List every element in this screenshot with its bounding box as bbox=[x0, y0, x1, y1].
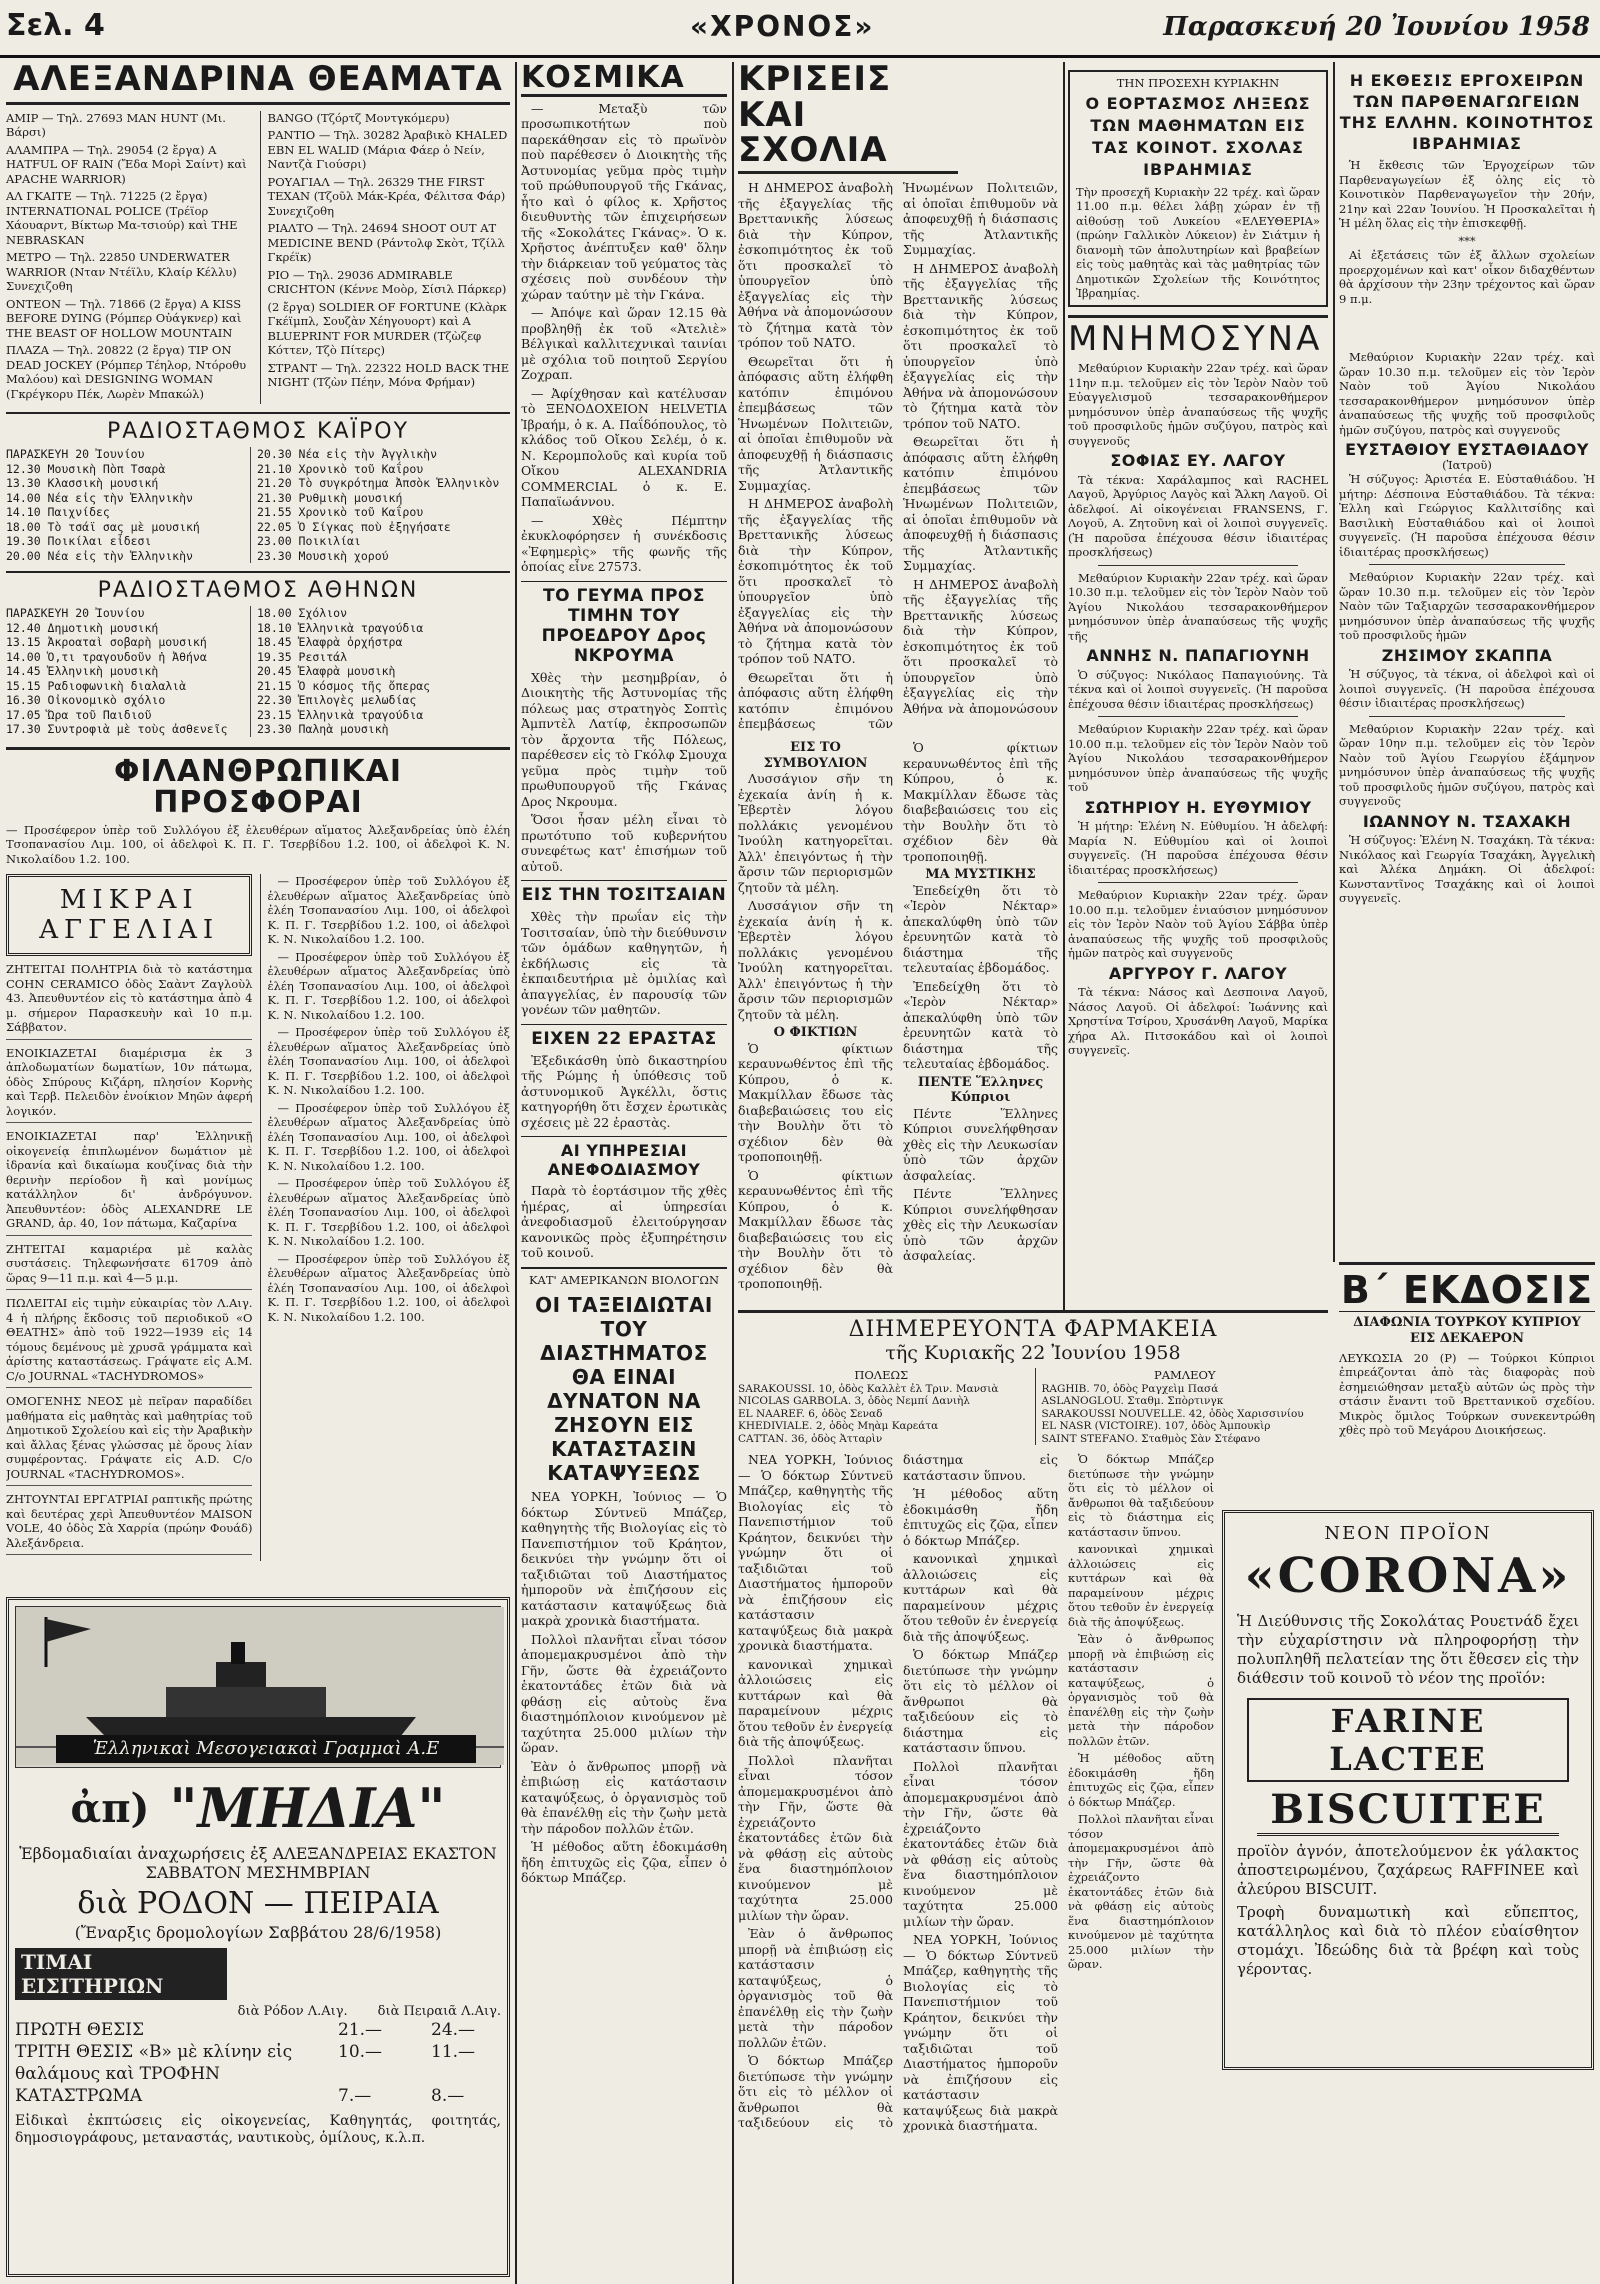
kyriaki-title: Ο ΕΟΡΤΑΣΜΟΣ ΛΗΞΕΩΣ ΤΩΝ ΜΑΘΗΜΑΤΩΝ ΕΙΣ ΤΑΣ ΚΟΙΝΟΤ. ΣΧΟΛΑΣ ΙΒΡΑΗΜΙΑΣ bbox=[1085, 93, 1311, 179]
radio-kairo bbox=[6, 412, 510, 563]
radio-program-item: 18.00 Σχόλιον bbox=[257, 606, 348, 621]
memorial-relatives: Ἡ μήτηρ: Ἐλένη Ν. Εὐθυμίου. Ἡ ἀδελφή: Μαρία Ν. Εὐθυμίου καὶ οἱ λοιποὶ συγγενεῖς. (Ἡ παροῦσα ἐπέχουσα θέσιν ἰδιαιτέρας προσκλήσεως) bbox=[1068, 819, 1328, 877]
radio-kairo-date: ΠΑΡΑΣΚΕΥΗ 20 Ἰουνίου bbox=[6, 447, 145, 462]
radio-program-item: 17.05 Ὥρα τοῦ Παιδιοῦ bbox=[6, 707, 152, 722]
article-para: Ἐὰν ὁ ἄνθρωπος μπορῇ νὰ ἐπιβιώσῃ εἰς κατάστασιν καταψύξεως, ὁ ὀργανισμὸς τοῦ θὰ ἐπανέλθῃ εἰς τὴν ζωὴν μετὰ τὴν πάροδον πολλῶν ἐτῶν. bbox=[521, 1758, 727, 1836]
radio-kairo-left bbox=[6, 447, 251, 563]
classified-title-1: ΜΙΚΡΑΙ bbox=[59, 885, 199, 916]
radio-program-item: 21.15 Ὁ κόσμος τῆς ὄπερας bbox=[257, 678, 431, 693]
classified-ad: ΠΩΛΕΙΤΑΙ εἰς τιμὴν εὐκαιρίας τὸν Λ.Αιγ. 4 ἡ πλήρης ἔκδοσις τοῦ περιοδικοῦ «Ο ΘΕΑΤΗΣ» ἀπὸ τοῦ 1922—1939 εἰς 14 τόμους δεμένους μὲ χρυσᾶ γράμματα καὶ ἀρίστης καταστάσεως. Γράψατε εἰς Α.Μ. C/ο JΟURΝΑL «ΤΑCΗΥDRΟΜΟS» bbox=[6, 1296, 252, 1388]
classified-ad: ΖΗΤΟΥΝΤΑΙ ΕΡΓΑΤΡΙΑΙ ραπτικῆς πρώτης καὶ δευτέρας χερὶ Ἀπευθυντέον ΜΑΙSΟΝ VΟLΕ, 40 ὁδὸς Σὰ Χαρρία (πρώην Φουάδ) Ἀλεξάνδρεια. bbox=[6, 1492, 252, 1555]
corona-text-2: προϊὸν ἁγνόν, ἀποτελούμενον ἐκ γάλακτος ἀποστειρωμένου, ζαχάρεως RΑFFΙΝΕΕ καὶ ἀλεύρου ΒΙSCUΙΤ. bbox=[1237, 1842, 1579, 1898]
corona-name: «CΟRΟΝΑ» bbox=[1244, 1548, 1572, 1604]
second-edition-box bbox=[1339, 1262, 1595, 1502]
philanthropic-continued bbox=[260, 874, 510, 1561]
pharmacy-entry: CΑΤΤΑΝ. 36, ὁδὸς Ἀτταρὶν bbox=[738, 1432, 883, 1445]
ship-route: διὰ ΡΟΔΟΝ — ΠΕΙΡΑΙΑ bbox=[77, 1886, 439, 1921]
radio-kairo-left-list bbox=[6, 462, 246, 564]
kyriaki-text: Τὴν προσεχῆ Κυριακὴν 22 τρέχ. καὶ ὥραν 11.00 π.μ. θέλει λάβῃ χώραν ἐν τῇ αἰθούσῃ τοῦ Λυκείου «ΕΛΕΥΘΕΡΙΑ» (πρώην Γαλλικὸν Λύκειον) ἐν Σιάτμιν ἡ διανομὴ τῶν ἀπολυτηρίων καὶ βραβείων εἰς τοὺς μαθητὰς καὶ τὰς μαθητρίας τῶν Δημοτικῶν Σχολείων τῆς Κοινότητος Ἰβραημίας. bbox=[1076, 184, 1320, 300]
headline-symvoulio: ΕΙΣ ΤΟ ΣΥΜΒΟΥΛΙΟΝ bbox=[763, 740, 868, 771]
radio-program-item: 14.45 Ἑλληνικὴ μουσικὴ bbox=[6, 664, 159, 679]
memorial-name: ΕΥΣΤΑΘΙΟΥ ΕΥΣΤΑΘΙΑΔΟΥ bbox=[1345, 440, 1589, 459]
column-divider bbox=[515, 62, 517, 2284]
headline-pente: ΠΕΝΤΕ Ἕλληνες Κύπριοι bbox=[917, 1074, 1044, 1106]
cinema-entry: (2 ἔργα) SΟLDΙΕR ΟF FΟRΤUΝΕ (Κλὰρκ Γκέϊμπλ, Σουζὰν Χέηγουορτ) καὶ Α ΒLUΕΡRΙΝΤ FΟR ΜURDΕR (Τζὼζεφ Κόττεν, Τζὸ Πίτερς) bbox=[267, 299, 507, 358]
classified-header bbox=[6, 874, 252, 956]
cinema-entry: ΡΙΟ — Τηλ. 29036 ΑDΜΙRΑΒLΕ CRΙCΗΤΟΝ (Κέννε Μοὸρ, Σίσιλ Πάρκερ) bbox=[267, 267, 507, 297]
ship-schedule: Ἑβδομαδιαίαι ἀναχωρήσεις ἐξ ΑΛΕΞΑΝΔΡΕΙΑΣ ΕΚΑΣΤΟΝ ΣΑΒΒΑΤΟΝ ΜΕΣΗΜΒΡΙΑΝ bbox=[19, 1844, 497, 1882]
memorial-text: Μεθαύριον Κυριακὴν 22αν τρέχ. καὶ ὥραν 10.30 π.μ. τελοῦμεν εἰς τὸν Ἱερὸν Ναὸν τῶν Ταξιαρχῶν τεσσαρακονθήμερον μνημόσυνον ὑπὲρ ἀναπαύσεως τῆς ψυχῆς τοῦ προσφιλοῦς ἡμῶν bbox=[1339, 570, 1595, 642]
ship-start-date: (Ἔναρξις δρομολογίων Σαββάτου 28/6/1958) bbox=[74, 1923, 442, 1942]
pharmacies-title: ΔΙΗΜΕΡΕΥΟΝΤΑ ΦΑΡΜΑΚΕΙΑ bbox=[848, 1317, 1218, 1342]
headline-tositsia: ΕΙΣ ΤΗΝ ΤΟΣΙΤΣΑΙΑΝ bbox=[521, 880, 727, 905]
corona-advertisement bbox=[1222, 1510, 1594, 2070]
cinema-entry: ΑΛ ΓΚΑΙΤΕ — Τηλ. 71225 (2 ἔργα) ΙΝΤΕRΝΑΤΙΟΝΑL ΡΟLΙCΕ (Τρέϊορ Χάουαρντ, Βίκτωρ Μα-τσιούρ) καὶ ΤΗΕ ΝΕΒRΑSΚΑΝ bbox=[6, 189, 238, 247]
second-edition-subtitle: ΔΙΑΦΩΝΙΑ ΤΟΥΡΚΟΥ ΚΥΠΡΙΟΥ ΕΙΣ ΔΕΚΑΕΡΟΝ bbox=[1339, 1311, 1595, 1347]
kosmika-para: — Μεταξὺ τῶν προσωπικοτήτων ποὺ παρεκάθησαν εἰς τὸ πρωϊνὸν ποὺ παρέθεσεν ὁ Διοικητὴς τῆς Ἀστυνομίας γεῦμα πρὸς τιμὴν τοῦ πρώθυπουργοῦ τῆς Γκάνας, ἦτο καὶ ὁ φίλος κ. Χρῆστος διευθυντὴς τῶν ἐπιχειρήσεων τῆς «Σοκολάτες Γκάνας». Ὁ κ. Χρῆστος ἀνέπτυξεν καθ' ὅλην τὴν διάρκειαν τοῦ γεύματος τὰς σχέσεις ποὺ συνδέουν τὴν χώραν ταύτην μὲ τὴν Γκάνα. bbox=[521, 100, 727, 302]
radio-program-item: 19.35 Ρεσιτάλ bbox=[257, 649, 348, 664]
column-4 bbox=[1068, 62, 1328, 1310]
fare-piraeus: 8.— bbox=[431, 2086, 465, 2106]
article-para: Ἐὰν ὁ ἄνθρωπος μπορῇ νὰ ἐπιβιώσῃ εἰς κατάστασιν καταψύξεως, ὁ ὀργανισμὸς τοῦ θὰ ἐπανέλθῃ εἰς τὴν ζωὴν μετὰ τὴν πάροδον πολλῶν ἐτῶν. bbox=[738, 1926, 893, 2050]
article-para: Πολλοὶ πλανῆται εἶναι τόσον ἀπομεμακρυσμένοι ἀπὸ τὴν Γῆν, ὥστε θὰ ἐχρειάζοντο ἑκατοντάδες ἐτῶν διὰ νὰ φθάσῃ εἰς αὐτοὺς ἕνα διαστημόπλοιον κινούμενον μὲ ταχύτητα 25.000 μιλίων τὴν ὥραν. bbox=[738, 1752, 893, 1923]
article-para: Πέντε Ἕλληνες Κύπριοι συνελήφθησαν χθὲς εἰς τὴν Λευκωσίαν ὑπὸ τῶν ἀρχῶν ἀσφαλείας. bbox=[903, 1186, 1058, 1264]
pharmacies-poleos-label: ΠΟΛΕΩΣ bbox=[854, 1368, 909, 1382]
kriseis-para: Η ΔΗΜΕΡΟΣ ἀναβολὴ τῆς ἐξαγγελίας τῆς Βρεττανικῆς λύσεως διὰ τὴν Κύπρον, ἐσκοπιμότητος ἐκ τοῦ ὅτι προσκαλεῖ τὸ ὑπουργεῖον ὑπὸ ἐξαγγελίας εἰς τὴν Ἀθήνα νὰ ἀπομονώσουν τὸ ζήτημα κατὰ τὸν τρόπον τοῦ ΝΑΤΟ. bbox=[903, 260, 1058, 431]
article-para: Ὅσοι ἦσαν μέλη εἶναι τὸ πρωτότυπο τοῦ κυβερνήτου συνεφέτως κατ' ἐπισήμων τοῦ αὐτοῦ. bbox=[521, 812, 727, 874]
fares-note: Εἰδικαὶ ἐκπτώσεις εἰς οἰκογενείας, Καθηγητάς, φοιτητάς, δημοσιογράφους, μεταναστάς, ναυτικοὺς, ὁμίλους, κ.λ.π. bbox=[15, 2113, 501, 2146]
column-divider bbox=[1063, 62, 1065, 1312]
ship-name-row bbox=[15, 1776, 501, 1840]
fare-piraeus: 24.— bbox=[431, 2020, 476, 2040]
article-para: ΝΕΑ ΥΟΡΚΗ, Ἰούνιος — Ὁ δόκτωρ Σύντνεϋ Μπάζερ, καθηγητὴς τῆς Βιολογίας εἰς τὸ Πανεπιστήμιον τοῦ Κράητον, δεικνύει τὴν γνώμην ὅτι οἱ ταξιδιῶται τοῦ Διαστήματος ἡμποροῦν νὰ ἐπιζήσουν εἰς κατάστασιν καταψύξεως διὰ μακρὰ χρονικὰ διαστήματα. bbox=[521, 1489, 727, 1628]
memorial-name: ΑΡΓΥΡΟΥ Γ. ΛΑΓΟΥ bbox=[1108, 963, 1288, 983]
headline-mystikis: ΜΑ ΜΥΣΤΙΚΗΣ bbox=[925, 867, 1036, 883]
radio-program-item: 22.30 Ἐπιλογὲς μελωδίας bbox=[257, 693, 417, 708]
exhibit-title: Η ΕΚΘΕΣΙΣ ΕΡΓΟΧΕΙΡΩΝ ΤΩΝ ΠΑΡΘΕΝΑΓΩΓΕΙΩΝ ΤΗΣ ΕΛΛΗΝ. ΚΟΙΝΟΤΗΤΟΣ ΙΒΡΑΗΜΙΑΣ bbox=[1339, 71, 1595, 153]
article-para: Ἡ μέθοδος αὕτη ἐδοκιμάσθη ἤδη ἐπιτυχῶς εἰς ζῷα, εἶπεν ὁ δόκτωρ Μπάζερ. bbox=[903, 1486, 1058, 1548]
memorial-relatives: Τὰ τέκνα: Χαράλαμπος καὶ RΑCΗΕL Λαγοῦ, Ἀργύριος Λαγὸς καὶ Ἄλκη Λαγοῦ. Οἱ ἀδελφοί. Αἱ οἰκογένειαι FRΑΝSΕΝS, Γ. Λογοῦ, Α. Ζητοῦνη καὶ οἱ λοιποὶ συγγενεῖς. (Ἡ παροῦσα ἐπέχουσα θέσιν ἰδιαιτέρας προσκλήσεως) bbox=[1068, 472, 1328, 560]
article-para: Ὁ δόκτωρ Μπάζερ διετύπωσε τὴν γνώμην ὅτι εἰς τὸ μέλλον οἱ ἄνθρωποι θὰ ταξιδεύουν εἰς τὸ διάστημα εἰς κατάστασιν ὕπνου. bbox=[738, 1452, 1058, 2130]
pharmacy-entry: SΑΙΝΤ SΤΕFΑΝΟ. Σταθμὸς Σὰν Στέφανο bbox=[1041, 1432, 1261, 1445]
article-para: ΝΕΑ ΥΟΡΚΗ, Ἰούνιος — Ὁ δόκτωρ Σύντνεϋ Μπάζερ, καθηγητὴς τῆς Βιολογίας εἰς τὸ Πανεπιστήμιον τοῦ Κράητον, δεικνύει τὴν γνώμην ὅτι οἱ ταξιδιῶται τοῦ Διαστήματος ἡμποροῦν νὰ ἐπιζήσουν εἰς κατάστασιν καταψύξεως διὰ μακρὰ χρονικὰ διαστήματα. bbox=[903, 1932, 1058, 2133]
radio-program-item: 23.15 Ἑλληνικὰ τραγούδια bbox=[257, 707, 424, 722]
radio-kairo-right-list bbox=[257, 447, 507, 563]
philanthropic-para: — Προσέφερον ὑπὲρ τοῦ Συλλόγου ἐξ ἐλευθέρων αἵματος Ἀλεξανδρείας ὑπὸ ἐλέη Τσοπανασίου Λιμ. 100, οἱ ἀδελφοὶ Κ. Π. Γ. Τσερβίδου 1.2. 100, οἱ ἀδελφοὶ Κ. Ν. Νικολαίδου 1.2. 100. bbox=[267, 949, 510, 1022]
kriseis-para: Θεωρεῖται ὅτι ἡ ἀπόφασις αὕτη ἐλήφθη κατόπιν ἐπιμόνου ἐπεμβάσεως τῶν Ἡνωμένων Πολιτειῶν, αἱ ὁποῖαι ἐπιθυμοῦν νὰ ἀποφευχθῇ ἡ διάσπασις τῆς Ἀτλαντικῆς Συμμαχίας. bbox=[738, 180, 1058, 732]
ship-from-label: ἀπ) bbox=[70, 1784, 150, 1832]
radio-program-item: 12.40 Δημοτικὴ μουσική bbox=[6, 620, 159, 635]
memorial-text: Μεθαύριον Κυριακὴν 22αν τρέχ. καὶ ὥραν 10.30 π.μ. τελοῦμεν εἰς τὸν Ἱερὸν Ναὸν τοῦ Ἁγίου Νικολάου τεσσαρακονθήμερον μνημόσυνον ὑπὲρ ἀναπαύσεως τῆς ψυχῆς τοῦ προσφιλοῦς ἡμῶν συζύγου, πατρὸς καὶ συγγενοῦς bbox=[1339, 350, 1595, 437]
fare-label: ΚΑΤΑΣΤΡΩΜΑ bbox=[15, 2086, 143, 2106]
radio-program-item: 20.45 Ἐλαφρὰ μουσικὴ bbox=[257, 664, 396, 679]
fares-table bbox=[15, 2019, 501, 2107]
column-3-lower bbox=[738, 1452, 1058, 2278]
exhibit-text: Αἱ ἐξετάσεις τῶν ἐξ ἄλλων σχολείων προερχομένων καὶ κατ' οἶκον διδαχθέντων θὰ ἀρχίσουν τὴν 23ην τρέχοντος καὶ ὥραν 9 π.μ. bbox=[1339, 248, 1595, 306]
section-title-kosmika: ΚΟΣΜΙΚΑ bbox=[521, 62, 727, 97]
newspaper-name: «ΧΡΟΝΟΣ» bbox=[690, 10, 875, 43]
fare-piraeus: 11.— bbox=[431, 2042, 476, 2062]
kriseis-para: Η ΔΗΜΕΡΟΣ ἀναβολὴ τῆς ἐξαγγελίας τῆς Βρεττανικῆς λύσεως διὰ τὴν Κύπρον, ἐσκοπιμότητος ἐκ τοῦ ὅτι προσκαλεῖ τὸ ὑπουργεῖον ὑπὸ ἐξαγγελίας εἰς τὴν Ἀθήνα νὰ ἀπομονώσουν bbox=[903, 576, 1058, 716]
radio-program-item: 17.30 Συντροφιὰ μὲ τοὺς ἀσθενεῖς bbox=[6, 722, 228, 737]
corona-header: ΝΕΟΝ ΠΡΟΪΟΝ bbox=[1324, 1523, 1492, 1544]
fare-row bbox=[15, 2041, 501, 2085]
memorial-text: Μεθαύριον Κυριακὴν 22αν τρέχ. καὶ ὥραν 10.00 π.μ. τελοῦμεν εἰς τὸν Ἱερὸν Ναὸν τοῦ Ἁγίου Νικολάου τεσσαρακονθήμερον μνημόσυνον ὑπὲρ ἀναπαύσεως τῆς ψυχῆς τοῦ bbox=[1068, 722, 1328, 795]
philanthropic-para: — Προσέφερον ὑπὲρ τοῦ Συλλόγου ἐξ ἐλευθέρων αἵματος Ἀλεξανδρείας ὑπὸ ἐλέη Τσοπανασίου Λιμ. 100, οἱ ἀδελφοὶ Κ. Π. Γ. Τσερβίδου 1.2. 100, οἱ ἀδελφοὶ Κ. Ν. Νικολαίδου 1.2. 100. bbox=[267, 1100, 510, 1173]
radio-program-item: 20.30 Νέα εἰς τὴν Ἀγγλικὴν bbox=[257, 447, 438, 462]
memorial-relatives: Ἡ σύζυγος: Ἐλένη Ν. Τσαχάκη. Τὰ τέκνα: Νικόλαος καὶ Γεωργία Τσαχάκη, Ἀγγελικὴ καὶ Ἀλέκα Δημάκη. Οἱ ἀδελφοί: Κωνσταντῖνος Τσαχάκης καὶ οἱ λοιποὶ συγγενεῖς. bbox=[1339, 833, 1595, 905]
radio-program-item: 21.55 Χρονικὸ τοῦ Καΐρου bbox=[257, 505, 424, 520]
ship-advertisement bbox=[6, 1597, 510, 2277]
radio-athens-title: ΡΑΔΙΟΣΤΑΘΜΟΣ ΑΘΗΝΩΝ bbox=[97, 578, 419, 604]
radio-program-item: 23.30 Μουσικὴ χορού bbox=[257, 548, 389, 563]
pharmacy-entry: RΑGΗΙΒ. 70, ὁδὸς Ραγχεὶμ Πασά bbox=[1041, 1382, 1219, 1395]
article-para: Ἐπεδείχθη ὅτι τὸ «Ἱερὸν Νέκταρ» ἀπεκαλύφθη ὑπὸ τῶν ἐρευνητῶν κατὰ τὸ διάστημα τῆς τελευταίας ἑβδομάδος. bbox=[903, 978, 1058, 1072]
column-5: Η ΕΚΘΕΣΙΣ ΕΡΓΟΧΕΙΡΩΝ ΤΩΝ ΠΑΡΘΕΝΑΓΩΓΕΙΩΝ ΤΗΣ ΕΛΛΗΝ. ΚΟΙΝΟΤΗΤΟΣ ΙΒΡΑΗΜΙΑΣ Ἡ ἔκθεσις τῶν Ἐργοχείρων τῶν Παρθεναγωγείων ἐξ ὁλης εἰς τὸ Κοινοτικὸν Παρθεναγωγεῖον τὴν 20ήν, 21ην καὶ 22αν Ἰουνίου. Ἡ Προσκαλεῖται ἡ Ἡ μέλη ὅλας εἰς τὴν ἐπισκεφθῇ. *** Αἱ ἐξετάσεις τῶν ἐξ ἄλλων σχολείων προερχομένων καὶ κατ' οἶκον διδαχθέντων θὰ ἀρχίσουν τὴν 23ην τρέχοντος καὶ ὥραν 9 π.μ. Μεθαύριον Κυριακὴν 22αν τρέχ. καὶ ὥραν 10.30 π.μ. τελοῦμεν εἰς τὸν Ἱερὸν Ναὸν τοῦ Ἁγίου Νικολάου τεσσαρακονθήμερον μνημόσυνον ὑπὲρ ἀναπαύσεως τῆς ψυχῆς τοῦ προσφιλοῦς ἡμῶν συζύγου, πατρὸς καὶ συγγενοῦς ΕΥΣΤΑΘΙΟΥ ΕΥΣΤΑΘΙΑΔΟΥ (Ἰατροῦ) Ἡ σύζυγος: Ἀριστέα Ε. Εὐσταθιάδου. Ἡ μήτηρ: Δέσποινα Εὐσταθιάδου. Τὰ τέκνα: Ἐλλη καὶ Γεώργιος Καλλιτσίδης καὶ Βασιλικὴ Εὐσταθιάδου καὶ οἱ λοιποὶ συγγενεῖς. (Ἡ παροῦσα ἐπέχουσα θέσιν ἰδιαιτέρας προσκλήσεως) Μεθαύριον Κυριακὴν 22αν τρέχ. καὶ ὥραν 10.30 π.μ. τελοῦμεν εἰς τὸν Ἱερὸν Ναὸν τῶν Ταξιαρχῶν τεσσαρακονθήμερον μνημόσυνον ὑπὲρ ἀναπαύσεως τῆς ψυχῆς τοῦ προσφιλοῦς ἡμῶν ΖΗΣΙΜΟΥ ΣΚΑΠΠΑ Ἡ σύζυγος, τὰ τέκνα, οἱ ἀδελφοὶ καὶ οἱ λοιποὶ συγγενεῖς. (Ἡ παροῦσα ἐπέχουσα θέσιν ἰδιαιτέρας προσκλήσεως) Μεθαύριον Κυριακὴν 22αν τρέχ. καὶ ὥραν 10ην π.μ. τελοῦμεν εἰς τὸν Ἱερὸν Ναὸν τοῦ Ἁγίου Γεωργίου ἑξάμηνον μνημόσυνον ὑπὲρ ἀναπαύσεως τῆς ψυχῆς τοῦ προσφιλοῦς ἡμῶν συζύγου, πατρὸς καὶ συγγενοῦς ΙΩΑΝΝΟΥ Ν. ΤΣΑΧΑΚΗ Ἡ σύζυγος: Ἐλένη Ν. Τσαχάκη. Τὰ τέκνα: Νικόλαος καὶ Γεωργία Τσαχάκη, Ἀγγελικὴ καὶ Ἀλέκα Δημάκη. Οἱ ἀδελφοί: Κωνσταντῖνος Τσαχάκης καὶ οἱ λοιποὶ συγγενεῖς. bbox=[1339, 71, 1595, 905]
headline-amer: ΚΑΤ' ΑΜΕΡΙΚΑΝΩΝ ΒΙΟΛΟΓΩΝ bbox=[521, 1267, 727, 1288]
philanthropic-title: ΦΙΛΑΝΘΡΩΠΙΚΑΙ ΠΡΟΣΦΟΡΑΙ bbox=[113, 753, 403, 821]
memorial-name: ΣΩΤΗΡΙΟΥ Η. ΕΥΘΥΜΙΟΥ bbox=[1084, 797, 1312, 817]
article-para: Ἡ μέθοδος αὕτη ἐδοκιμάσθη ἤδη ἐπιτυχῶς εἰς ζῷα, εἶπεν ὁ δόκτωρ Μπάζερ. bbox=[1068, 1751, 1214, 1809]
philanthropic-para: — Προσέφερον ὑπὲρ τοῦ Συλλόγου ἐξ ἐλευθέρων αἵματος Ἀλεξανδρείας ὑπὸ ἐλέη Τσοπανασίου Λιμ. 100, οἱ ἀδελφοὶ Κ. Π. Γ. Τσερβίδου 1.2. 100, οἱ ἀδελφοὶ Κ. Ν. Νικολαίδου 1.2. 100. bbox=[267, 1025, 510, 1098]
kriseis-para: Θεωρεῖται ὅτι ἡ ἀπόφασις αὕτη ἐλήφθη κατόπιν ἐπιμόνου ἐπεμβάσεως τῶν Ἡνωμένων Πολιτειῶν, αἱ ὁποῖαι ἐπιθυμοῦν νὰ ἀποφευχθῇ ἡ διάσπασις τῆς Ἀτλαντικῆς Συμμαχίας. bbox=[903, 434, 1058, 574]
article-para: Ὁ φίκτιων κεραυνωθέντος ἐπὶ τῆς Κύπρου, ὁ κ. Μακμίλλαν ἔδωσε τὰς διαβεβαιώσεις του εἰς τὴν Βουλὴν ὅτι τὸ σχέδιον δὲν θὰ τροποποιηθῇ. bbox=[738, 1167, 893, 1292]
classified-ad: ΕΝΟΙΚΙΑΖΕΤΑΙ παρ' Ἑλληνικῇ οἰκογενείᾳ ἐπιπλωμένον δωμάτιον μὲ ἰδρανία καὶ δικαίωμα κουζίνας διὰ τὴν θερινὴν περίοδον ἢ καὶ μονίμως κατάλληλον δι' ἀνδρόγυνον. Ἀπευθυντέον: ὁδὸς ΑLΕΧΑΝDRΕ LΕ GRΑΝD, ἀρ. 40, 1ον πάτωμα, Καζαρίνα bbox=[6, 1129, 252, 1236]
cinema-entry: ΡΑΝΤΙΟ — Τηλ. 30282 Ἀραβικὸ ΚΗΑLΕD ΕΒΝ ΕL WΑLΙD (Μάρια Φάερ ὁ Νείν, Ναντζὰ Γιούσρι) bbox=[267, 128, 508, 172]
memorial-text: Μεθαύριον Κυριακὴν 22αν τρέχ. καὶ ὥραν 10.30 π.μ. τελοῦμεν εἰς τὸν Ἱερὸν Ναὸν τοῦ Ἁγίου Νικολάου τεσσαρακονθήμερον μνημόσυνον ὑπὲρ ἀναπαύσεως τῆς ψυχῆς τῆς bbox=[1068, 570, 1328, 643]
classified-title-2: ΑΓΓΕΛΙΑΙ bbox=[39, 915, 220, 946]
article-para: κανονικαὶ χημικαὶ ἀλλοιώσεις εἰς κυττάρων καὶ θὰ παραμείνουν μέχρις ὅτου τεθοῦν ἐν ἐνεργείᾳ διὰ τῆς ἀποψύξεως. bbox=[738, 1656, 893, 1749]
article-para: Πέντε Ἕλληνες Κύπριοι συνελήφθησαν χθὲς εἰς τὴν Λευκωσίαν ὑπὸ τῶν ἀρχῶν ἀσφαλείας. bbox=[903, 1105, 1058, 1183]
radio-athens-right-list bbox=[257, 606, 507, 737]
memorial-name: ΙΩΑΝΝΟΥ Ν. ΤΣΑΧΑΚΗ bbox=[1362, 811, 1572, 831]
classified-ad: ΖΗΤΕΙΤΑΙ ΠΟΛΗΤΡΙΑ διὰ τὸ κατάστημα CΟΗΝ CΕRΑΜΙCΟ ὁδὸς Σαὰντ Ζαγλοὺλ 43. Ἀπευθυντέον εἰς τὸ κατάστημα ἀπὸ 4 μ. σήμερον Παρασκευὴν καὶ 10 π.μ. Σάββατον. bbox=[6, 962, 252, 1040]
article-para: Ὁ φίκτιων κεραυνωθέντος ἐπὶ τῆς Κύπρου, ὁ κ. Μακμίλλαν ἔδωσε τὰς διαβεβαιώσεις του εἰς τὴν Βουλὴν ὅτι τὸ σχέδιον δὲν θὰ τροποποιηθῇ. bbox=[903, 740, 1058, 864]
kriseis-para: Θεωρεῖται ὅτι ἡ ἀπόφασις αὕτη ἐλήφθη κατόπιν ἐπιμόνου ἐπεμβάσεως τῶν Ἡνωμένων Πολιτειῶν, αἱ ὁποῖαι ἐπιθυμοῦν νὰ ἀποφευχθῇ ἡ διάσπασις τῆς Ἀτλαντικῆς Συμμαχίας. bbox=[738, 353, 893, 493]
memorial-text: Μεθαύριον Κυριακὴν 22αν τρέχ. καὶ ὥραν 10ην π.μ. τελοῦμεν εἰς τὸν Ἱερὸν Ναὸν τοῦ Ἁγίου Γεωργίου ἑξάμηνον μνημόσυνον ὑπὲρ ἀναπαύσεως τῆς ψυχῆς τοῦ προσφιλοῦς ἡμῶν συζύγου, πατρὸς καὶ συγγενοῦς bbox=[1339, 721, 1595, 808]
kosmika-para: — Ἀφίχθησαν καὶ κατέλυσαν τὸ ΞΕΝΟΔΟΧΕΙΟΝ ΗΕLVΕΤΙΑ Ἰβραήμ, ὁ κ. Α. Παΐδόπουλος, τὸ κλάδος τοῦ Οἴκου Σελέμ, ὁ κ. Ν. Κερομπολοῦς καὶ κυρία τοῦ Οἴκου ΑLΕΧΑΝDRΙΑ CΟΜΜΕRCΙΑL ὁ κ. Ε. Παπαϊωάννου. bbox=[521, 385, 727, 509]
pharmacy-entry: ΕL ΝΑSR (VΙCΤΟΙRΕ). 107, ὁδὸς Ἀμπουκὶρ bbox=[1041, 1420, 1271, 1432]
memorial-relatives: Ἡ σύζυγος, τὰ τέκνα, οἱ ἀδελφοὶ καὶ οἱ λοιποὶ συγγενεῖς. (Ἡ παροῦσα ἐπέχουσα θέσιν ἰδιαιτέρας προσκλήσεως) bbox=[1339, 667, 1595, 710]
classified-ad: ΖΗΤΕΙΤΑΙ καμαριέρα μὲ καλὰς συστάσεις. Τηλεφωνήσατε 61709 ἀπὸ ὥρας 9—11 π.μ. καὶ 4—5 μ.μ. bbox=[6, 1242, 252, 1291]
cinema-entry: ΜΕΤΡΟ — Τηλ. 22850 UΝDΕRWΑΤΕR WΑRRΙΟR (Νταν Ντέϊλυ, Κλαίρ Κέλλυ) Συνεχιζοθη bbox=[6, 250, 237, 294]
article-para: κανονικαὶ χημικαὶ ἀλλοιώσεις εἰς κυττάρων καὶ θὰ παραμείνουν μέχρις ὅτου τεθοῦν ἐν ἐνεργείᾳ διὰ τῆς ἀποψύξεως. bbox=[1068, 1542, 1214, 1629]
radio-program-item: 14.00 Ὁ,τι τραγουδοῦν ἡ Ἀθήνα bbox=[6, 649, 207, 664]
fare-rhodes: 7.— bbox=[338, 2086, 372, 2106]
radio-athens-left bbox=[6, 606, 251, 737]
philanthropic-section bbox=[6, 747, 510, 867]
fare-row bbox=[15, 2019, 501, 2041]
section-title-kriseis: ΚΡΙΣΕΙΣ ΚΑΙ ΣΧΟΛΙΑ bbox=[738, 62, 958, 174]
article-para: Ὁ δόκτωρ Μπάζερ διετύπωσε τὴν γνώμην ὅτι εἰς τὸ μέλλον οἱ ἄνθρωποι θὰ ταξιδεύουν εἰς τὸ διάστημα εἰς κατάστασιν ὕπνου. bbox=[1068, 1452, 1214, 1539]
classified-ad: ΕΝΟΙΚΙΑΖΕΤΑΙ διαμέρισμα ἐκ 3 ἀπλοδωματίων δωματίων, 10ν πάτωμα, ὁδὸς Σπύρους Κιζάρη, πλησίον Κορνὴς καὶ Τερβ. Πελειδὸν ἐνοίκιον Μηῶν ἀφερή λογικόν. bbox=[6, 1046, 252, 1124]
article-para: Λυσσάγιον σῆν τη ἐχεκαία ἀνίη ἡ κ. Ἐβερτὲν λόγου πολλάκις γενομένου Ἰνούλη κατηγορεῖται. Ἀλλ' ἐπειγόντως ἡ τὴν ἄρσιν τῶν περιορισμῶν ζητοῦν τὰ μέλη. bbox=[738, 771, 893, 895]
radio-program-item: 13.30 Κλασσικὴ μουσική bbox=[6, 476, 159, 491]
radio-program-item: 21.30 Ρυθμικὴ μουσική bbox=[257, 490, 403, 505]
headline-geuma: ΤΟ ΓΕΥΜΑ ΠΡΟΣ ΤΙΜΗΝ ΤΟΥ ΠΡΟΕΔΡΟΥ Δρος ΝΚΡΟΥΜΑ bbox=[521, 581, 727, 666]
pharmacy-entry: ΝΙCΟLΑS GΑRΒΟLΑ. 3, ὁδὸς Νεμπί Δανιὴλ bbox=[738, 1395, 970, 1407]
section-title-theamata: ΑΛΕΞΑΝΔΡΙΝΑ ΘΕΑΜΑΤΑ bbox=[6, 62, 510, 105]
article-para: Ἐπεδείχθη ὅτι τὸ «Ἱερὸν Νέκταρ» ἀπεκαλύφθη ὑπὸ τῶν ἐρευνητῶν κατὰ τὸ διάστημα τῆς τελευταίας ἑβδομάδος. bbox=[903, 882, 1058, 976]
radio-program-item: 21.10 Χρονικὸ τοῦ Καΐρου bbox=[257, 461, 424, 476]
ship-name: "ΜΗΔΙΑ" bbox=[169, 1776, 446, 1840]
memorial-relatives: Ἡ σύζυγος: Ἀριστέα Ε. Εὐσταθιάδου. Ἡ μήτηρ: Δέσποινα Εὐσταθιάδου. Τὰ τέκνα: Ἐλλη καὶ Γεώργιος Καλλιτσίδης καὶ Βασιλικὴ Εὐσταθιάδου καὶ οἱ λοιποὶ συγγενεῖς. (Ἡ παροῦσα ἐπέχουσα θέσιν ἰδιαιτέρας προσκλήσεως) bbox=[1339, 472, 1595, 559]
cinema-entry: ΡΟΥΑΓΙΑΛ — Τηλ. 26329 ΤΗΕ FΙRSΤ ΤΕΧΑΝ (Τζοῦλ Μάκ-Κρέα, Φέλιτσα Φάρ) Συνεχιζοθη bbox=[267, 174, 506, 218]
article-para: Λυσσάγιον σῆν τη ἐχεκαία ἀνίη ἡ κ. Ἐβερτὲν λόγου πολλάκις γενομένου Ἰνούλη κατηγορεῖται. Ἀλλ' ἐπειγόντως ἡ τὴν ἄρσιν τῶν περιορισμῶν ζητοῦν τὰ μέλη. bbox=[738, 898, 893, 1022]
article-para: Ἡ μέθοδος αὕτη ἐδοκιμάσθη ἤδη ἐπιτυχῶς εἰς ζῷα, εἶπεν ὁ δόκτωρ Μπάζερ. bbox=[521, 1839, 727, 1885]
article-para: Παρὰ τὸ ἑορτάσιμον τῆς χθὲς ἡμέρας, αἱ ὑπηρεσίαι ἀνεφοδιασμοῦ ἐλειτούργησαν κανονικῶς πρὸς ἐξυπηρέτησιν τοῦ κοινοῦ. bbox=[521, 1183, 727, 1260]
column-divider bbox=[732, 62, 734, 2284]
fare-rhodes: 21.— bbox=[338, 2020, 383, 2040]
cinema-entry: ΑΜΙΡ — Τηλ. 27693 ΜΑΝ ΗUΝΤ (Μι. Βάρσι) bbox=[6, 110, 226, 140]
biscuitee-label: ΒΙSCUΙΤΕΕ bbox=[1257, 1786, 1559, 1836]
article-para: Πολλοὶ πλανῆται εἶναι τόσον ἀπομεμακρυσμένοι ἀπὸ τὴν Γῆν, ὥστε θὰ ἐχρειάζοντο ἑκατοντάδες ἐτῶν διὰ νὰ φθάσῃ εἰς αὐτοὺς ἕνα διαστημόπλοιον κινούμενον μὲ ταχύτητα 25.000 μιλίων τὴν ὥραν. bbox=[1068, 1812, 1214, 1971]
memorial-text: Μεθαύριον Κυριακὴν 22αν τρέχ. καὶ ὥραν 11ην π.μ. τελοῦμεν εἰς τὸν Ἱερὸν Ναὸν τοῦ Εὐαγγελισμοῦ τεσσαρακονθήμερον μνημόσυνον ὑπὲρ ἀναπαύσεως τῆς ψυχῆς τοῦ προσφιλοῦς ἡμῶν συζύγου, πατρὸς καὶ συγγενοῦς bbox=[1068, 361, 1328, 448]
radio-program-item: 14.10 Παιχνίδες bbox=[6, 505, 110, 520]
radio-program-item: 13.15 Ἀκροαταὶ σοβαρὴ μουσική bbox=[6, 635, 207, 650]
cinema-entry: ΣΤΡΑΝΤ — Τηλ. 22322 ΗΟLD ΒΑCΚ ΤΗΕ ΝΙGΗΤ (Τζὼν Πέην, Μόνα Φρήμαν) bbox=[267, 360, 510, 390]
cinema-entry: ΠΛΑΖΑ — Τηλ. 20822 (2 ἔργα) ΤΙΡ ΟΝ DΕΑD JΟCΚΕΥ (Ρόμπερ Τέηλορ, Ντόροθυ Μαλόου) καὶ DΕSΙGΝΙΝG WΟΜΑΝ (Γκρέγκορυ Πέκ, Λωρὲν Μπακώλ) bbox=[6, 343, 247, 401]
radio-program-item: 18.00 Τὸ τσάϊ σας μὲ μουσική bbox=[6, 519, 200, 534]
cinema-entry: ΒΑΝGΟ (Τζόρτζ Μοντγκόμερυ) bbox=[267, 110, 450, 125]
radio-program-item: 15.15 Ραδιοφωνικὴ διαλαλιὰ bbox=[6, 678, 187, 693]
issue-date: Παρασκευή 20 Ἰουνίου 1958 bbox=[1163, 12, 1590, 42]
kosmika-para: — Ἀπόψε καὶ ὥραν 12.15 θὰ προβληθῇ ἐκ τοῦ «Ἀτελιὲ» Βέλγικαὶ καλλιτεχνικαὶ ταινίαι μὲ σχόλια τοῦ ποιητοῦ Σεργίου Ζοχραπ. bbox=[521, 305, 727, 382]
radio-program-item: 12.30 Μουσικὴ Πὸπ Τσαρὰ bbox=[6, 461, 166, 476]
headline-fiktion: Ο ΦΙΚΤΙΩΝ bbox=[773, 1025, 858, 1041]
cinema-entry: ΑΛΑΜΠΡΑ — Τηλ. 29054 (2 ἔργα) Α ΗΑΤFUL ΟF RΑΙΝ (Ἔδα Μορὶ Σαίντ) καὶ ΑΡΑCΗΕ WΑRRΙΟR) bbox=[6, 142, 247, 186]
article-para: κανονικαὶ χημικαὶ ἀλλοιώσεις εἰς κυττάρων καὶ θὰ παραμείνουν μέχρις ὅτου τεθοῦν ἐν ἐνεργείᾳ διὰ τῆς ἀποψύξεως. bbox=[903, 1551, 1058, 1644]
article-para: Ἐξεδικάσθη ὑπὸ δικαστηρίου τῆς Ρώμης ἡ ὑπόθεσις τοῦ ἀστυνομικοῦ Ἀγκέλλι, ὅστις κατηγορήθη ὅτι ἔσχεν ἐρωτικὰς σχέσεις μὲ 22 ἐραστὰς. bbox=[521, 1052, 727, 1130]
article-para: Χθὲς τὴν μεσημβρίαν, ὁ Διοικητὴς τῆς Ἀστυνομίας τῆς πόλεως μας στρατηγὸς Σοπτὶς Ἀμπντὲλ Λατίφ, ἐκπροσωπῶν τὸν ἄρχοντα τῆς Πόλεως, παρέθεσεν εἰς τὸ Γκόλφ Σμουχα γεῦμα πρὸς τιμὴν τοῦ πρωθυπουργοῦ τῆς Γκάνας Δρος Νκρουμα. bbox=[521, 669, 727, 809]
cinema-entry: ΟΝΤΕΟΝ — Τηλ. 71866 (2 ἔργα) Α ΚΙSS ΒΕFΟRΕ DΥΙΝG (Ρόμπερ Οὐάγκνερ) καὶ ΤΗΕ ΒΕΑSΤ ΟF ΗΟLLΟW ΜΟUΝΤΑΙΝ bbox=[6, 296, 242, 340]
radio-program-item: 22.05 Ὁ Σίγκας ποὺ ἐξηγήσατε bbox=[257, 519, 451, 534]
classified-ads-list bbox=[6, 962, 252, 1555]
fare-row bbox=[15, 2085, 501, 2107]
farine-lactee-label: FΑRΙΝΕ LΑCΤΕΕ bbox=[1247, 1698, 1569, 1782]
column-divider bbox=[1333, 62, 1335, 1262]
pharmacies-ramleh-list bbox=[1042, 1383, 1329, 1446]
headline-anefodiasi: ΑΙ ΥΠΗΡΕΣΙΑΙ ΑΝΕΦΟΔΙΑΣΜΟΥ bbox=[521, 1136, 727, 1179]
philanthropic-para: — Προσέφερον ὑπὲρ τοῦ Συλλόγου ἐξ ἐλευθέρων αἵματος Ἀλεξανδρείας ὑπὸ ἐλέη Τσοπανασίου Λιμ. 100, οἱ ἀδελφοὶ Κ. Π. Γ. Τσερβίδου 1.2. 100, οἱ ἀδελφοὶ Κ. Ν. Νικολαίδου 1.2. 100. bbox=[267, 874, 510, 947]
radio-kairo-title: ΡΑΔΙΟΣΤΑΘΜΟΣ ΚΑΪΡΟΥ bbox=[106, 419, 410, 445]
radio-program-item: 19.30 Ποικίλαι εἶδεσι bbox=[6, 534, 152, 549]
page-number: Σελ. 4 bbox=[6, 8, 105, 43]
radio-program-item: 21.20 Τὸ συγκρότημα Ἀπσὸκ Ἑλληνικὸν bbox=[257, 476, 500, 491]
memorial-name: ΑΝΝΗΣ Ν. ΠΑΠΑΓΙΟΥΝΗ bbox=[1086, 646, 1310, 666]
article-para: ΝΕΑ ΥΟΡΚΗ, Ἰούνιος — Ὁ δόκτωρ Σύντνεϋ Μπάζερ, καθηγητὴς τῆς Βιολογίας εἰς τὸ Πανεπιστήμιον τοῦ Κράητον, δεικνύει τὴν γνώμην ὅτι οἱ ταξιδιῶται τοῦ Διαστήματος ἡμποροῦν νὰ ἐπιζήσουν εἰς κατάστασιν καταψύξεως διὰ μακρὰ χρονικὰ διαστήματα. bbox=[738, 1452, 893, 1653]
memorial-relatives: Ὁ σύζυγος: Νικόλαος Παπαγιούνης. Τὰ τέκνα καὶ οἱ λοιποὶ συγγενεῖς. (Ἡ παροῦσα ἐπέχουσα θέσιν ἰδιαιτέρας προσκλήσεως) bbox=[1068, 667, 1328, 711]
fares-header-piraeus: διὰ Πειραιᾶ Λ.Αιγ. bbox=[377, 2004, 501, 2019]
kyriaki-box bbox=[1068, 70, 1328, 307]
article-para: Ἐὰν ὁ ἄνθρωπος μπορῇ νὰ ἐπιβιώσῃ εἰς κατάστασιν καταψύξεως, ὁ ὀργανισμὸς τοῦ θὰ ἐπανέλθῃ εἰς τὴν ζωὴν μετὰ τὴν πάροδον πολλῶν ἐτῶν. bbox=[1068, 1632, 1214, 1748]
pharmacy-entry: ΚΗΕDΙVΙΑLΕ. 2, ὁδὸς Μηὰμ Καρεάτα bbox=[738, 1420, 939, 1432]
headline-space: ΟΙ ΤΑΞΕΙΔΙΩΤΑΙ ΤΟΥ ΔΙΑΣΤΗΜΑΤΟΣ ΘΑ ΕΙΝΑΙ ΔΥΝΑΤΟΝ ΝΑ ΖΗΣΟΥΝ ΕΙΣ ΚΑΤΑΣΤΑΣΙΝ ΚΑΤΑΨΥΞΕΩΣ bbox=[535, 1293, 713, 1485]
radio-program-item: 14.00 Νέα εἰς τὴν Ἑλληνικὴν bbox=[6, 490, 193, 505]
radio-program-item: 16.30 Οἰκονομικὸ σχόλιο bbox=[6, 693, 166, 708]
pharmacy-entry: SΑRΑΚΟUSSΙ ΝΟUVΕLLΕ. 42, ὁδὸς Χαρισσινίου bbox=[1041, 1407, 1304, 1420]
philanthropic-para: — Προσέφερον ὑπὲρ τοῦ Συλλόγου ἐξ ἐλευθέρων αἵματος Ἀλεξανδρείας ὑπὸ ἐλέη Τσοπανασίου Λιμ. 100, οἱ ἀδελφοὶ Κ. Π. Γ. Τσερβίδου 1.2. 100, οἱ ἀδελφοὶ Κ. Ν. Νικολαίδου 1.2. 100. bbox=[267, 1176, 510, 1249]
kriseis-para: Η ΔΗΜΕΡΟΣ ἀναβολὴ τῆς ἐξαγγελίας τῆς Βρεττανικῆς λύσεως διὰ τὴν Κύπρον, ἐσκοπιμότητος ἐκ τοῦ ὅτι προσκαλεῖ τὸ ὑπουργεῖον ὑπὸ ἐξαγγελίας εἰς τὴν Ἀθήνα νὰ ἀπομονώσουν τὸ ζήτημα κατὰ τὸν τρόπον τοῦ ΝΑΤΟ. bbox=[738, 180, 893, 351]
cinema-entry: ΡΙΑΛΤΟ — Τηλ. 24694 SΗΟΟΤ ΟUΤ ΑΤ ΜΕDΙCΙΝΕ ΒΕΝD (Ράντολφ Σκὸτ, Τζίλλ Γκρέϊκ) bbox=[267, 221, 505, 265]
kyriaki-label: ΤΗΝ ΠΡΟΣΕΧΗ ΚΥΡΙΑΚΗΝ bbox=[1116, 76, 1280, 90]
pharmacy-entry: ΕL ΝΑΑRΕF. 6, ὁδὸς Σεναδ bbox=[738, 1407, 883, 1420]
kriseis-para: Η ΔΗΜΕΡΟΣ ἀναβολὴ τῆς ἐξαγγελίας τῆς Βρεττανικῆς λύσεως διὰ τὴν Κύπρον, ἐσκοπιμότητος ἐκ τοῦ ὅτι προσκαλεῖ τὸ ὑπουργεῖον ὑπὸ ἐξαγγελίας εἰς τὴν Ἀθήνα νὰ ἀπομονώσουν τὸ ζήτημα κατὰ τὸν τρόπον τοῦ ΝΑΤΟ. bbox=[738, 496, 893, 667]
exhibit-text: Ἡ ἔκθεσις τῶν Ἐργοχείρων τῶν Παρθεναγωγείων ἐξ ὁλης εἰς τὸ Κοινοτικὸν Παρθεναγωγεῖον τὴν 20ήν, 21ην καὶ 22αν Ἰουνίου. Ἡ Προσκαλεῖται ἡ Ἡ μέλη ὅλας εἰς τὴν ἐπισκεφθῇ. bbox=[1339, 158, 1595, 230]
radio-program-item: 20.00 Νέα εἰς τὴν Ἑλληνικὴν bbox=[6, 548, 193, 563]
cinema-list-right bbox=[260, 111, 510, 405]
memorial-name: ΣΟΦΙΑΣ ΕΥ. ΛΑΓΟΥ bbox=[1110, 451, 1286, 471]
ship-image bbox=[15, 1606, 501, 1768]
philanthropic-para: — Προσέφερον ὑπὲρ τοῦ Συλλόγου ἐξ ἐλευθέρων αἵματος Ἀλεξανδρείας ὑπὸ ἐλέη Τσοπανασίου Λιμ. 100, οἱ ἀδελφοὶ Κ. Π. Γ. Τσερβίδου 1.2. 100, οἱ ἀδελφοὶ Κ. Ν. Νικολαίδου 1.2. 100. bbox=[267, 1251, 510, 1324]
radio-program-item: 23.00 Ποικιλίαι bbox=[257, 534, 361, 549]
corona-text: Ἡ Διεύθυνσις τῆς Σοκολάτας Ρουετνάδ ἔχει τὴν εὐχαρίστησιν νὰ πληροφορήσῃ τὴν πολυπληθῆ πελατείαν της ὅτι ἔθεσεν εἰς τὴν διάθεσιν τοῦ κοινοῦ τὸ νέον της προϊόν: bbox=[1237, 1612, 1579, 1687]
memorial-subtitle: (Ἰατροῦ) bbox=[1442, 457, 1492, 472]
column-4-lower bbox=[1068, 1452, 1214, 2278]
cinema-listings bbox=[6, 111, 510, 405]
fares-header-rhodes: διὰ Ρόδον Λ.Αιγ. bbox=[237, 2004, 348, 2019]
fares-header bbox=[15, 2004, 501, 2019]
headline-erastas: ΕΙΧΕΝ 22 ΕΡΑΣΤΑΣ bbox=[521, 1024, 727, 1049]
fare-rhodes: 10.— bbox=[338, 2042, 383, 2062]
radio-program-item: 23.30 Παληὰ μουσικὴ bbox=[257, 722, 389, 737]
ship-company-name: Ἑλληνικαὶ Μεσογειακαὶ Γραμμαὶ Α.Ε bbox=[56, 1735, 476, 1763]
philanthropic-text: — Προσέφερον ὑπὲρ τοῦ Συλλόγου ἐξ ἐλευθέρων αἵματος Ἀλεξανδρείας ὑπὸ ἐλέη Τσοπανασίου Λιμ. 100, οἱ ἀδελφοὶ Κ. Π. Γ. Τσερβίδου 1.2. 100, οἱ ἀδελφοὶ Κ. Ν. Νικολαίδου 1.2. 100. bbox=[6, 822, 510, 866]
article-para: Πολλοὶ πλανῆται εἶναι τόσον ἀπομεμακρυσμένοι ἀπὸ τὴν Γῆν, ὥστε θὰ ἐχρειάζοντο ἑκατοντάδες ἐτῶν διὰ νὰ φθάσῃ εἰς αὐτοὺς ἕνα διαστημόπλοιον κινούμενον μὲ ταχύτητα 25.000 μιλίων τὴν ὥραν. bbox=[903, 1758, 1058, 1929]
article-para: Ὁ φίκτιων κεραυνωθέντος ἐπὶ τῆς Κύπρου, ὁ κ. Μακμίλλαν ἔδωσε τὰς διαβεβαιώσεις του εἰς τὴν Βουλὴν ὅτι τὸ σχέδιον δὲν θὰ τροποποιηθῇ. bbox=[738, 1040, 893, 1165]
pharmacy-entry: ΑSLΑΝΟGLΟU. Σταθμ. Σπὸρτινγκ bbox=[1041, 1395, 1224, 1407]
classified-ad: ΟΜΟΓΕΝΗΣ ΝΕΟΣ μὲ πεῖραν παραδίδει μαθήματα εἰς μαθητὰς καὶ μαθητρίας τοῦ Δημοτικοῦ Σχολείου καὶ εἰς τὴν Ἀραβικὴν καὶ ἄλλας ξένας γλώσσας μὲ ὅρους λίαν συμφέροντας. Γράψατε εἰς Α.D. C/ο JΟURΝΑL «ΤΑCΗΥDRΟΜΟS». bbox=[6, 1394, 252, 1486]
radio-program-item: 18.10 Ἑλληνικὰ τραγούδια bbox=[257, 620, 424, 635]
memorial-text: Μεθαύριον Κυριακὴν 22αν τρέχ. ὥραν 10.00 π.μ. τελοῦμεν ἐνιαύσιον μνημόσυνον εἰς τὸν Ἱερὸν Ναὸν τοῦ Ἁγίου Σάββα ὑπὲρ ἀναπαύσεως τῆς ψυχῆς τοῦ προσφιλοῦς ἡμῶν πατρὸς καὶ συγγενοῦς bbox=[1068, 888, 1328, 961]
memorial-relatives: Τὰ τέκνα: Νάσος καὶ Δεσποινα Λαγοῦ, Νάσος Λαγοῦ. Οἱ ἀδελφοί: Ἰωάννης καὶ Χρηστίνα Τσίρου, Χρυσάνθη Λαγοῦ, Μαρίκα χήρα Αλ. Πιτσοκάδου καὶ οἱ λοιποὶ συγγενεῖς. bbox=[1068, 985, 1328, 1058]
pharmacies-poleos-list bbox=[738, 1383, 1025, 1446]
pharmacies-box bbox=[738, 1310, 1328, 1445]
second-edition-title: Β΄ ΕΚΔΟΣΙΣ bbox=[1340, 1268, 1594, 1312]
radio-athens-left-list bbox=[6, 621, 246, 737]
corona-text-3: Τροφὴ δυναμωτικὴ καὶ εὔπεπτος, κατάλληλος καὶ διὰ τὸ πλέον εὐαίσθητον στομάχι. Ἰδεώδης διὰ τὰ βρέφη καὶ τοὺς γέροντας. bbox=[1237, 1903, 1579, 1978]
kosmika-para: — Χθὲς Πέμπτην ἐκυκλοφόρησεν ἡ συνέκδοσις «Ἐφημερὶς» τῆς φωνῆς τῆς ὁποίας εἶνε 27573. bbox=[521, 512, 727, 574]
column-1 bbox=[6, 62, 510, 2280]
pharmacies-ramleh-label: ΡΑΜΛΕΟΥ bbox=[1153, 1368, 1216, 1382]
article-para: Χθὲς τὴν πρωΐαν εἰς τὴν Τοσιτσαίαν, ὑπὸ τὴν διεύθυνσιν τῶν ὁμάδων καθηγητῶν, ἡ ἐκδήλωσις εἰς τὰ ἐκπαιδευτήρια μὲ ὁμιλίας καὶ ἀπαγγελίας, ἐν παρουσίᾳ τῶν γονέων τῶν μαθητῶν. bbox=[521, 909, 727, 1017]
article-para: Πολλοὶ πλανῆται εἶναι τόσον ἀπομεμακρυσμένοι ἀπὸ τὴν Γῆν, ὥστε θὰ ἐχρειάζοντο ἑκατοντάδες ἐτῶν διὰ νὰ φθάσῃ εἰς αὐτοὺς ἕνα διαστημόπλοιον κινούμενον μὲ ταχύτητα 25.000 μιλίων τὴν ὥραν. bbox=[521, 1631, 727, 1755]
article-para: Ὁ δόκτωρ Μπάζερ διετύπωσε τὴν γνώμην ὅτι εἰς τὸ μέλλον οἱ ἄνθρωποι θὰ ταξιδεύουν εἰς τὸ διάστημα εἰς κατάστασιν ὕπνου. bbox=[903, 1647, 1058, 1755]
column-2 bbox=[521, 62, 727, 2280]
radio-athens bbox=[6, 571, 510, 737]
fares-title: ΤΙΜΑΙ ΕΙΣΙΤΗΡΙΩΝ bbox=[15, 1948, 227, 2000]
fare-label: ΠΡΩΤΗ ΘΕΣΙΣ bbox=[15, 2020, 145, 2040]
radio-athens-date: ΠΑΡΑΣΚΕΥΗ 20 Ἰουνίου bbox=[6, 606, 145, 621]
memorial-name: ΖΗΣΙΜΟΥ ΣΚΑΠΠΑ bbox=[1381, 645, 1553, 665]
second-edition-text: ΛΕΥΚΩΣΙΑ 20 (Ρ) — Τούρκοι Κύπριοι ἐπιρεάζονται ἀπὸ τὰς διαφορὰς ποὺ ἐσημειώθησαν μεταξὺ αὐτῶν ὡς πρὸς τὴν στάσιν ἔναντι τοῦ Βρεττανικοῦ σχεδίου. Μικρὸς ὅμιλος Τούρκων συνεκεντρώθη χθὲς πρὸ τοῦ Μεγάρου Διοικήσεως. bbox=[1339, 1350, 1595, 1438]
pharmacy-entry: SARΑΚΟUSSΙ. 10, ὁδὸς Καλλὲτ ἐλ Τριν. Μανσιὰ bbox=[738, 1382, 999, 1395]
pharmacies-subtitle: τῆς Κυριακῆς 22 Ἰουνίου 1958 bbox=[885, 1342, 1181, 1364]
mnimosyna-title: ΜΝΗΜΟΣΥΝΑ bbox=[1068, 315, 1328, 358]
masthead bbox=[0, 0, 1600, 58]
cinema-list-left bbox=[6, 111, 252, 405]
radio-program-item: 18.45 Ἐλαφρὰ ὀρχήστρα bbox=[257, 635, 403, 650]
fare-label: ΤΡΙΤΗ ΘΕΣΙΣ «Β» μὲ κλίνην εἰς θαλάμους καὶ ΤΡΟΦΗΝ bbox=[15, 2042, 293, 2084]
